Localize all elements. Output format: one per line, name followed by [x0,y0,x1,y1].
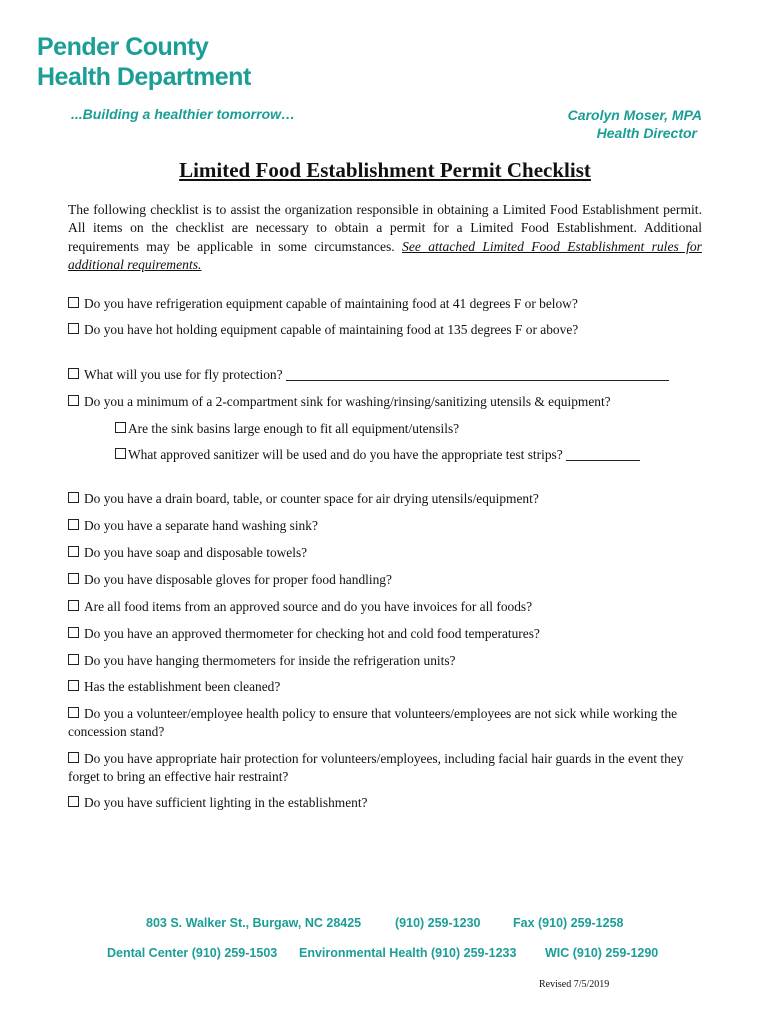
checklist-item [68,625,708,643]
checklist-item [68,393,708,411]
footer-environmental: Environmental Health (910) 259-1233 [299,946,517,960]
checklist-item [68,366,708,384]
footer-phone: (910) 259-1230 [395,916,481,930]
item-text: Do you have hanging thermometers for inside the refrigeration units? [84,653,456,668]
item-text: Are the sink basins large enough to fit all equipment/utensils? [128,421,460,436]
checkbox[interactable] [68,707,79,718]
footer-dental: Dental Center (910) 259-1503 [107,946,278,960]
footer-address: 803 S. Walker St., Burgaw, NC 28425 [146,916,362,930]
footer-wic: WIC (910) 259-1290 [545,946,659,960]
item-text: Do you a minimum of a 2-compartment sink for washing/rinsing/sanitizing utensils & equipment? [84,394,611,409]
checkbox[interactable] [68,680,79,691]
rules-reference: See attached Limited Food Establishment rules for additional requirements. [68,238,702,272]
checklist-subitem [115,446,755,464]
director-title: Health Director [596,125,697,141]
checklist-item [68,321,708,339]
org-name-line1: Pender County [37,33,209,61]
checkbox[interactable] [68,600,79,611]
title-text: Limited Food Establishment Permit Checklist [179,158,591,182]
item-text: Do you a volunteer/employee health policy to ensure that volunteers/employees are not sick while working the concession stand? [68,706,678,739]
checklist-item [68,750,700,786]
director-name: Carolyn Moser, MPA [567,107,702,123]
checkbox[interactable] [115,448,126,459]
checkbox[interactable] [68,573,79,584]
checklist-item [68,490,708,508]
checklist-subitem [115,420,755,438]
checkbox[interactable] [68,395,79,406]
document-title [0,158,770,183]
checklist-item [68,295,708,313]
fly-protection-answer-field[interactable] [286,368,669,381]
item-text: Do you have refrigeration equipment capable of maintaining food at 41 degrees F or below? [84,296,578,311]
checkbox[interactable] [68,519,79,530]
footer-fax: Fax (910) 259-1258 [513,916,624,930]
checklist-item [68,705,693,741]
checkbox[interactable] [68,654,79,665]
checklist-item [68,571,708,589]
checkbox[interactable] [68,368,79,379]
item-text: What approved sanitizer will be used and do you have the appropriate test strips? [128,447,563,462]
item-text: Do you have appropriate hair protection for volunteers/employees, including facial hair guards in the event they forget to bring an effective hair restraint? [68,751,684,784]
checkbox[interactable] [68,796,79,807]
item-text: Do you have hot holding equipment capable of maintaining food at 135 degrees F or above? [84,322,579,337]
revised-date: Revised 7/5/2019 [539,979,610,990]
tagline: ...Building a healthier tomorrow… [71,106,296,122]
checkbox[interactable] [68,323,79,334]
checklist-item [68,794,708,812]
item-text: Do you have a separate hand washing sink? [84,518,318,533]
checklist-item [68,517,708,535]
org-name-line2: Health Department [37,63,251,91]
checkbox[interactable] [68,297,79,308]
item-text: Do you have sufficient lighting in the establishment? [84,795,368,810]
item-text: Do you have disposable gloves for proper food handling? [84,572,392,587]
checklist-item [68,652,708,670]
checkbox[interactable] [68,752,79,763]
sanitizer-answer-field[interactable] [566,448,640,461]
director-block [568,106,702,142]
checkbox[interactable] [68,546,79,557]
item-text: Do you have soap and disposable towels? [84,545,308,560]
item-text: Do you have a drain board, table, or counter space for air drying utensils/equipment? [84,491,539,506]
checkbox[interactable] [68,627,79,638]
intro-text: The following checklist is to assist the organization responsible in obtaining a Limited Food Establishment permit. All items on the checklist are necessary to obtain a permit for a Limited Food Establishment. Additional requirements may be applicable in some circumstances. [68,202,702,254]
checkbox[interactable] [115,422,126,433]
intro-paragraph [68,201,702,274]
checkbox[interactable] [68,492,79,503]
checklist-item [68,544,708,562]
checklist-item [68,598,708,616]
item-text: Has the establishment been cleaned? [84,679,281,694]
item-text: Do you have an approved thermometer for checking hot and cold food temperatures? [84,626,540,641]
item-text: What will you use for fly protection? [84,367,283,382]
item-text: Are all food items from an approved source and do you have invoices for all foods? [84,599,533,614]
checklist-item [68,678,708,696]
